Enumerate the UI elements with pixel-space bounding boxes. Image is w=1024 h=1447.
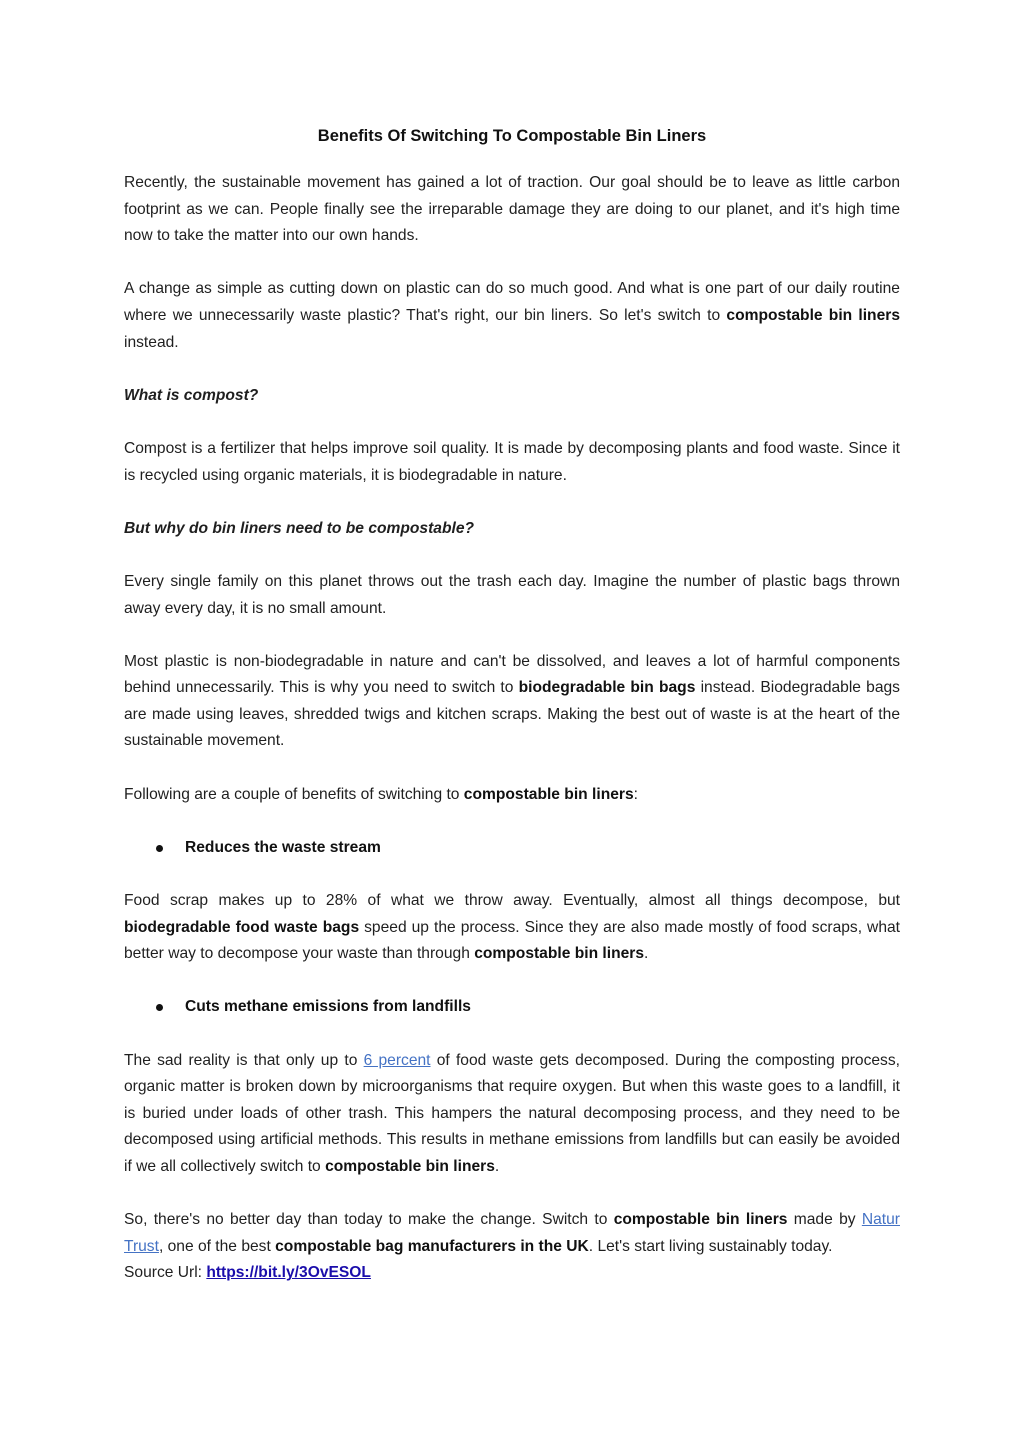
text-run: . (644, 945, 649, 963)
food-scrap-paragraph (124, 888, 900, 968)
plastic-paragraph (124, 276, 900, 356)
six-percent-link[interactable]: 6 percent (363, 1051, 431, 1069)
bullet-dot-icon (156, 845, 163, 852)
bold-keyword: biodegradable food waste bags (124, 918, 360, 936)
closing-paragraph (124, 1207, 900, 1260)
text-run: . Let's start living sustainably today. (588, 1237, 833, 1255)
benefits-intro-paragraph (124, 782, 900, 809)
question-heading-compost: What is compost? (124, 386, 259, 404)
text-run: , one of the best (158, 1237, 276, 1255)
bold-keyword: compostable bin liners (463, 785, 634, 803)
natur-trust-link[interactable]: Natur Trust (124, 1211, 900, 1255)
text-run: So, there's no better day than today to make the change. Switch to (124, 1211, 614, 1229)
plastic-harm-paragraph (124, 649, 900, 755)
bold-keyword: compostable bag manufacturers in the UK (275, 1237, 589, 1255)
source-line (124, 1260, 900, 1287)
intro-paragraph: Recently, the sustainable movement has gained a lot of traction. Our goal should be to leave as little carbon footprint as we can. People finally see the irreparable damage they are doing to our planet, and it's high time now to take the matter into our own hands. (124, 174, 900, 245)
bold-keyword: compostable bin liners (726, 306, 900, 324)
methane-paragraph (124, 1048, 900, 1181)
bold-keyword: compostable bin liners (474, 945, 645, 963)
bullet-item-methane (124, 994, 900, 1021)
bold-keyword: compostable bin liners (325, 1157, 495, 1175)
bullet-dot-icon (156, 1004, 163, 1011)
question-heading-why: But why do bin liners need to be compostable? (124, 519, 475, 537)
bold-keyword: compostable bin liners (613, 1211, 788, 1229)
text-run: : (633, 785, 638, 803)
text-run: A change as simple as cutting down on plastic can do so much good. And what is one part of our daily routine where we unnecessarily waste plastic? That's right, our bin liners. So let's switch to (124, 280, 900, 324)
text-run: Following are a couple of benefits of switching to (124, 785, 464, 803)
text-run: Food scrap makes up to 28% of what we throw away. Eventually, almost all things decompose, but (124, 892, 900, 910)
bullet-label: Reduces the waste stream (185, 838, 381, 856)
family-paragraph: Every single family on this planet throws out the trash each day. Imagine the number of plastic bags thrown away every day, it is no small amount. (124, 572, 900, 617)
document-body (124, 122, 900, 1287)
bullet-item-waste-stream (124, 835, 900, 862)
text-run: Most plastic is non-biodegradable in nature and can't be dissolved, and leaves a lot of harmful components behind unnecessarily. This is why you need to switch to (124, 652, 900, 697)
text-run: The sad reality is that only up to (124, 1051, 364, 1069)
text-run: instead. Biodegradable bags are made using leaves, shredded twigs and kitchen scraps. Making the best out of waste is at the heart of the sustainable movement. (124, 679, 900, 750)
compost-paragraph: Compost is a fertilizer that helps improve soil quality. It is made by decomposing plants and food waste. Since it is recycled using organic materials, it is biodegradable in nature. (124, 439, 900, 484)
text-run: of food waste gets decomposed. During the composting process, organic matter is broken down by microorganisms that require oxygen. But when this waste goes to a landfill, it is buried under loads of other trash. This hampers the natural decomposing process, and they need to be decomposed using artificial methods. This results in methane emissions from landfills but can easily be avoided if we all collectively switch to (124, 1051, 900, 1175)
source-label: Source Url: (124, 1264, 207, 1282)
text-run: . (494, 1157, 500, 1175)
document-title: Benefits Of Switching To Compostable Bin Liners (317, 127, 707, 145)
text-run: speed up the process. Since they are also made mostly of food scraps, what better way to decompose your waste than through (124, 918, 900, 963)
text-run: instead. (124, 333, 179, 351)
bullet-label: Cuts methane emissions from landfills (185, 998, 471, 1016)
source-url-link[interactable]: https://bit.ly/3OvESOL (206, 1264, 371, 1282)
text-run: made by (787, 1211, 862, 1229)
bold-keyword: biodegradable bin bags (518, 679, 696, 697)
